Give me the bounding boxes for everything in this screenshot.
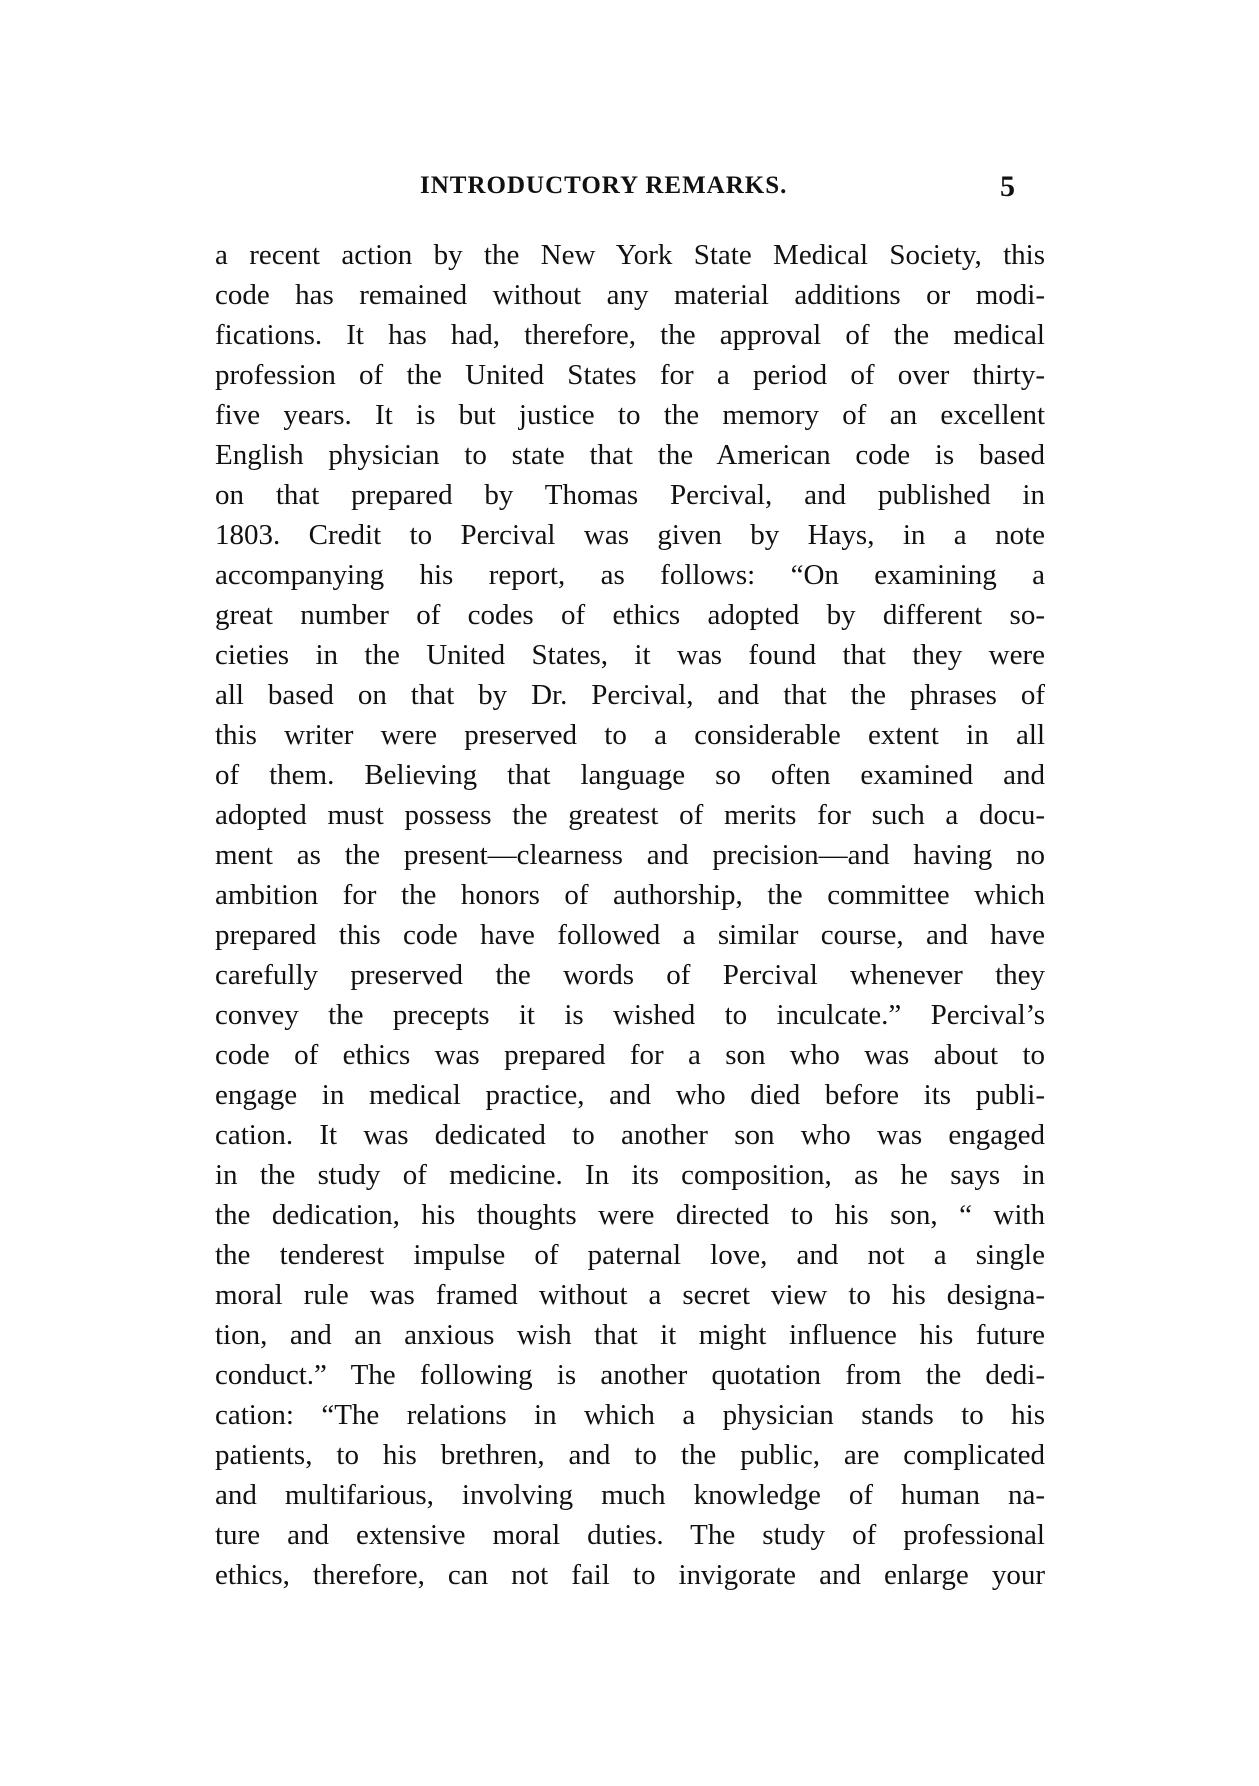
text-line: code of ethics was prepared for a son who was about to [215, 1039, 1045, 1071]
text-line: the dedication, his thoughts were directed to his son, “ with [215, 1199, 1045, 1231]
text-line: great number of codes of ethics adopted by different so- [215, 599, 1045, 631]
text-line: ambition for the honors of authorship, the committee which [215, 879, 1045, 911]
text-line: in the study of medicine. In its composition, as he says in [215, 1159, 1045, 1191]
text-line: prepared this code have followed a similar course, and have [215, 919, 1045, 951]
text-line: cation: “The relations in which a physician stands to his [215, 1399, 1045, 1431]
text-line: conduct.” The following is another quotation from the dedi- [215, 1359, 1045, 1391]
text-line: moral rule was framed without a secret view to his designa- [215, 1279, 1045, 1311]
text-line: ture and extensive moral duties. The study of professional [215, 1519, 1045, 1551]
text-line: five years. It is but justice to the memory of an excellent [215, 399, 1045, 431]
text-line: ethics, therefore, can not fail to invigorate and enlarge your [215, 1559, 1045, 1591]
text-line: cation. It was dedicated to another son who was engaged [215, 1119, 1045, 1151]
text-line: profession of the United States for a period of over thirty- [215, 359, 1045, 391]
text-line: carefully preserved the words of Percival whenever they [215, 959, 1045, 991]
body-text [215, 235, 1045, 1595]
text-line: tion, and an anxious wish that it might influence his future [215, 1319, 1045, 1351]
text-line: patients, to his brethren, and to the public, are complicated [215, 1439, 1045, 1471]
text-line: and multifarious, involving much knowledge of human na- [215, 1479, 1045, 1511]
text-line: adopted must possess the greatest of merits for such a docu- [215, 799, 1045, 831]
text-line: fications. It has had, therefore, the approval of the medical [215, 319, 1045, 351]
text-line: all based on that by Dr. Percival, and that the phrases of [215, 679, 1045, 711]
text-line: accompanying his report, as follows: “On examining a [215, 559, 1045, 591]
running-head-title: INTRODUCTORY REMARKS. [420, 172, 788, 199]
text-line: code has remained without any material additions or modi- [215, 279, 1045, 311]
text-line: convey the precepts it is wished to inculcate.” Percival’s [215, 999, 1045, 1031]
page-number: 5 [1000, 170, 1015, 203]
text-line: 1803. Credit to Percival was given by Hays, in a note [215, 519, 1045, 551]
text-line: engage in medical practice, and who died before its publi- [215, 1079, 1045, 1111]
text-line: cieties in the United States, it was found that they were [215, 639, 1045, 671]
text-line: ment as the present—clearness and precision—and having no [215, 839, 1045, 871]
text-line: the tenderest impulse of paternal love, and not a single [215, 1239, 1045, 1271]
text-line: this writer were preserved to a considerable extent in all [215, 719, 1045, 751]
text-line: on that prepared by Thomas Percival, and published in [215, 479, 1045, 511]
text-line: of them. Believing that language so often examined and [215, 759, 1045, 791]
text-line: a recent action by the New York State Medical Society, this [215, 239, 1045, 271]
text-line: English physician to state that the American code is based [215, 439, 1045, 471]
